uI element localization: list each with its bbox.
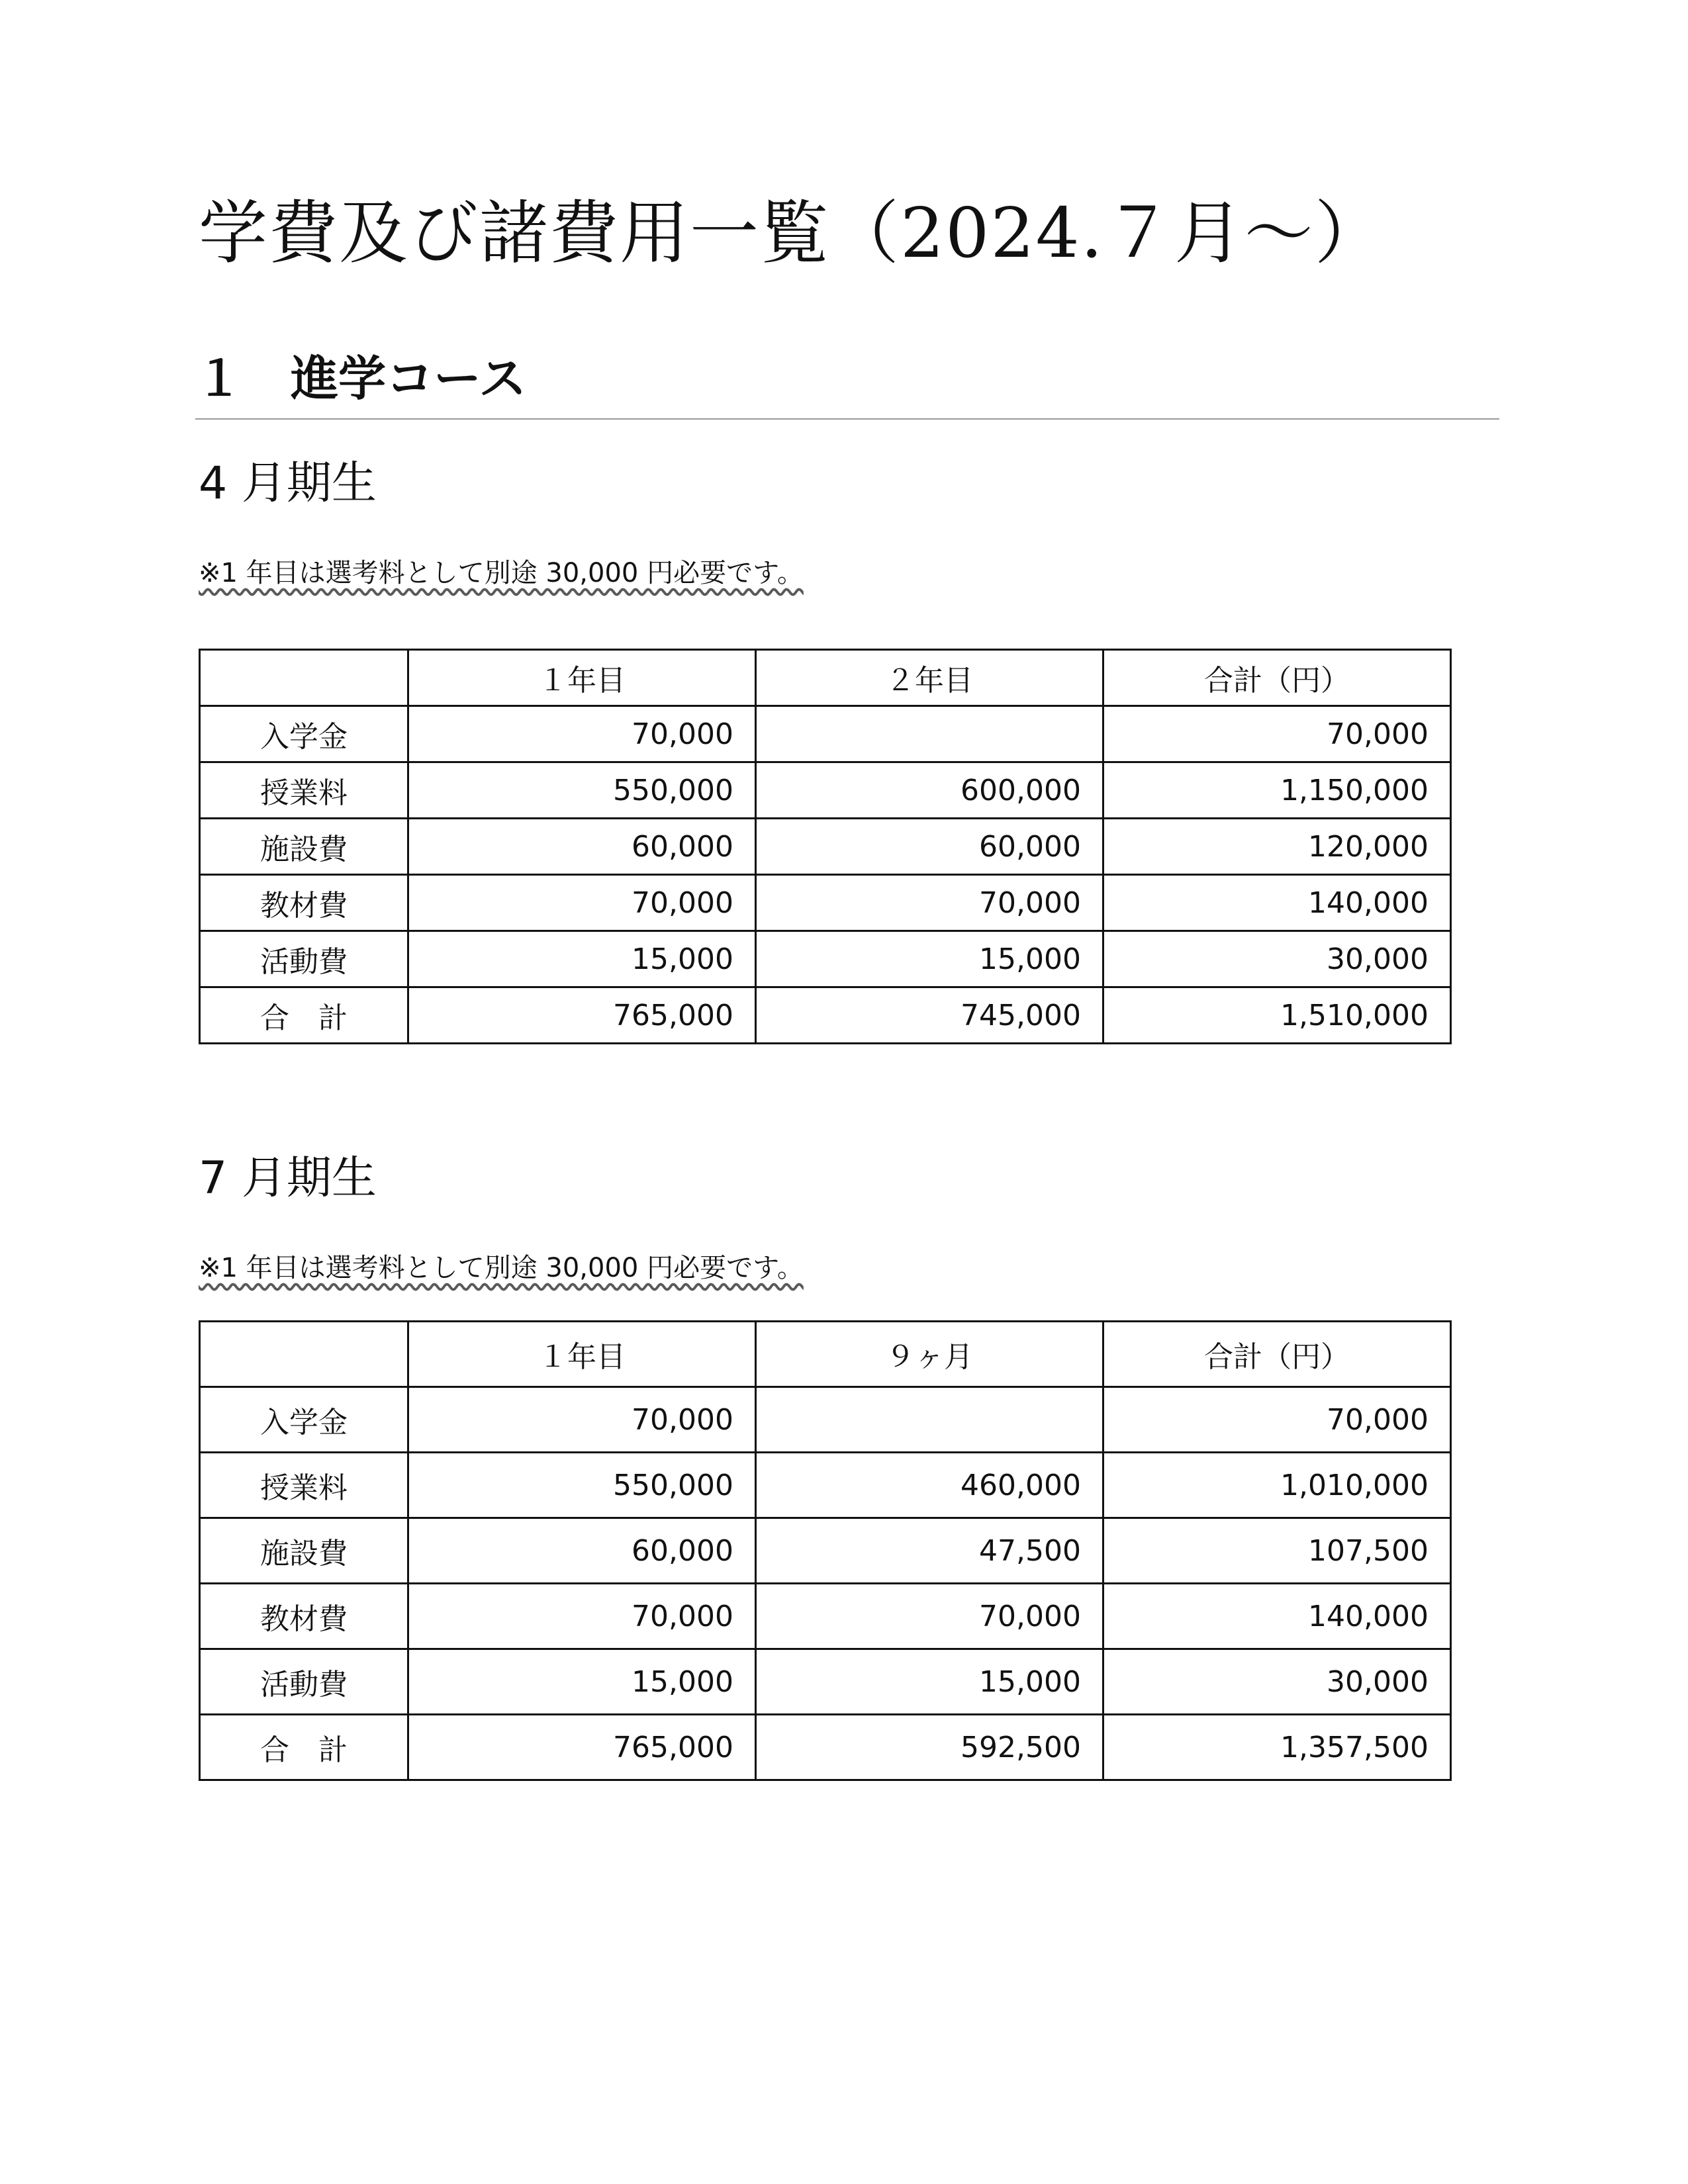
table-cell: 140,000 (1103, 875, 1451, 931)
row-label: 合 計 (200, 987, 408, 1044)
table-row (200, 762, 1451, 819)
table-cell: 60,000 (408, 1518, 756, 1584)
table-cell: 745,000 (756, 987, 1103, 1044)
table-cell: 765,000 (408, 1715, 756, 1780)
table-cell: 70,000 (756, 875, 1103, 931)
table-row (200, 1649, 1451, 1715)
row-label: 活動費 (200, 931, 408, 987)
table-header-cell (200, 1322, 408, 1387)
page-title: 学費及び諸費用一覧（2024.７月～） (199, 193, 1385, 273)
table-cell: 15,000 (408, 1649, 756, 1715)
fee-table-april (199, 649, 1452, 1044)
term-note-april: ※1 年目は選考料として別途 30,000 円必要です。 (199, 558, 804, 588)
table-header-cell: ９ヶ月 (756, 1322, 1103, 1387)
row-label: 施設費 (200, 1518, 408, 1584)
row-label: 入学金 (200, 1387, 408, 1453)
table-row (200, 819, 1451, 875)
table-cell: 70,000 (1103, 706, 1451, 762)
table-cell: 550,000 (408, 762, 756, 819)
row-label: 入学金 (200, 706, 408, 762)
term-heading-april: 4 月期生 (199, 457, 377, 510)
table-cell: 15,000 (756, 1649, 1103, 1715)
table-cell: 15,000 (408, 931, 756, 987)
table-cell: 30,000 (1103, 1649, 1451, 1715)
table-cell: 1,150,000 (1103, 762, 1451, 819)
table-header-cell: 合計（円） (1103, 1322, 1451, 1387)
fee-table-july (199, 1320, 1452, 1781)
table-cell: 60,000 (756, 819, 1103, 875)
table-cell: 70,000 (408, 1584, 756, 1649)
table-cell: 60,000 (408, 819, 756, 875)
table-cell: 765,000 (408, 987, 756, 1044)
row-label: 授業料 (200, 762, 408, 819)
table-header-row (200, 1322, 1451, 1387)
table-cell (756, 1387, 1103, 1453)
table-header-cell: 合計（円） (1103, 650, 1451, 706)
table-total-row (200, 1715, 1451, 1780)
row-label: 施設費 (200, 819, 408, 875)
table-header-cell: １年目 (408, 650, 756, 706)
table-cell: 1,357,500 (1103, 1715, 1451, 1780)
row-label: 合 計 (200, 1715, 408, 1780)
row-label: 活動費 (200, 1649, 408, 1715)
table-cell: 600,000 (756, 762, 1103, 819)
table-cell: 70,000 (756, 1584, 1103, 1649)
table-header-cell (200, 650, 408, 706)
table-cell: 47,500 (756, 1518, 1103, 1584)
table-cell: 70,000 (1103, 1387, 1451, 1453)
table-cell: 120,000 (1103, 819, 1451, 875)
table-row (200, 1584, 1451, 1649)
table-cell: 550,000 (408, 1453, 756, 1518)
table-cell: 1,510,000 (1103, 987, 1451, 1044)
table-row (200, 931, 1451, 987)
table-cell: 107,500 (1103, 1518, 1451, 1584)
term-heading-july: 7 月期生 (199, 1152, 377, 1205)
table-header-row (200, 650, 1451, 706)
table-cell: 30,000 (1103, 931, 1451, 987)
table-cell: 460,000 (756, 1453, 1103, 1518)
table-cell: 140,000 (1103, 1584, 1451, 1649)
row-label: 教材費 (200, 1584, 408, 1649)
table-row (200, 1387, 1451, 1453)
table-cell: 70,000 (408, 875, 756, 931)
table-cell: 70,000 (408, 1387, 756, 1453)
table-row (200, 1453, 1451, 1518)
table-row (200, 875, 1451, 931)
table-cell (756, 706, 1103, 762)
table-cell: 1,010,000 (1103, 1453, 1451, 1518)
table-row (200, 1518, 1451, 1584)
table-total-row (200, 987, 1451, 1044)
table-row (200, 706, 1451, 762)
row-label: 教材費 (200, 875, 408, 931)
row-label: 授業料 (200, 1453, 408, 1518)
table-cell: 592,500 (756, 1715, 1103, 1780)
table-header-cell: ２年目 (756, 650, 1103, 706)
term-note-july: ※1 年目は選考料として別途 30,000 円必要です。 (199, 1253, 804, 1283)
table-cell: 70,000 (408, 706, 756, 762)
section-heading-shingaku-course: １ 進学コース (195, 345, 1499, 420)
table-cell: 15,000 (756, 931, 1103, 987)
table-header-cell: １年目 (408, 1322, 756, 1387)
